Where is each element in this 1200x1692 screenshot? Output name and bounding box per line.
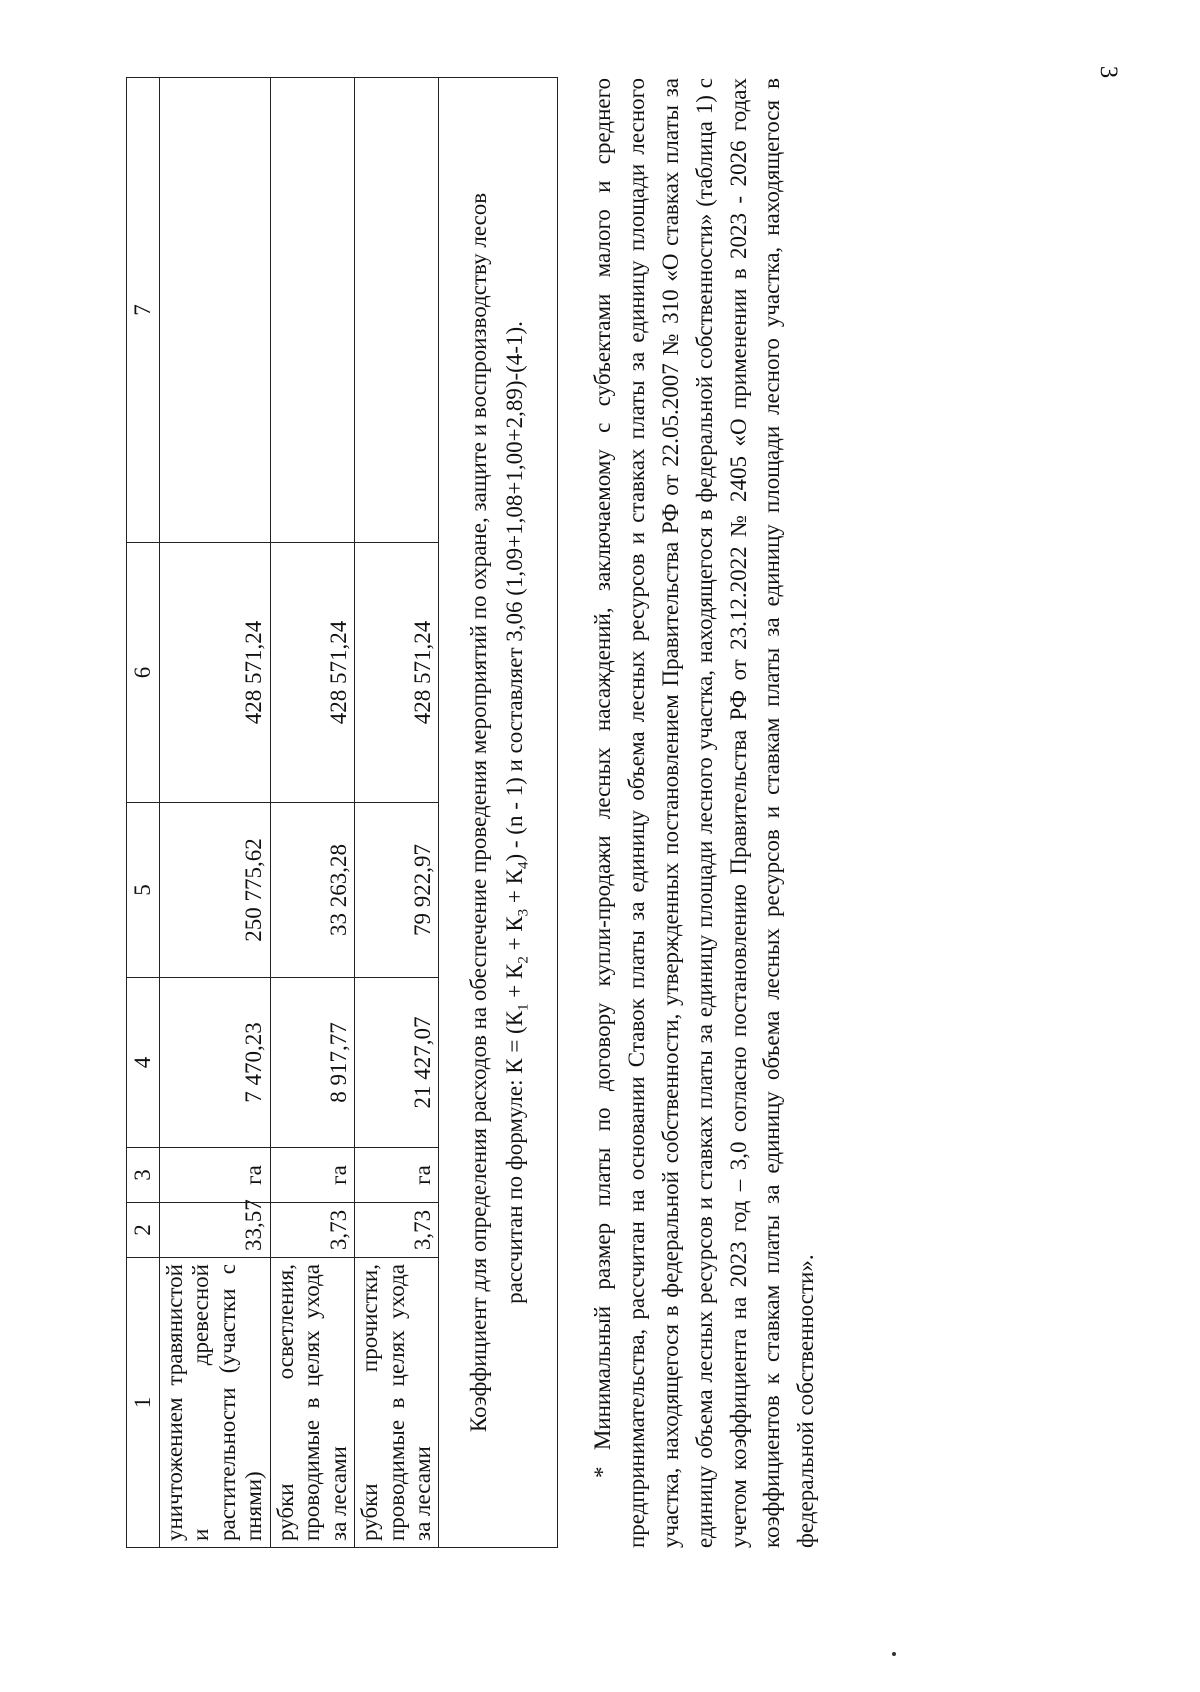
table-header-cell: 7 bbox=[127, 78, 160, 543]
work-type-cell: рубки прочистки, проводимые в целях ухода за лесами bbox=[355, 1258, 439, 1548]
value-cell bbox=[270, 78, 354, 543]
coefficient-cell bbox=[439, 78, 558, 1548]
rotated-content bbox=[126, 48, 1146, 1608]
table-header-cell: 5 bbox=[127, 803, 160, 978]
unit-cell: га bbox=[355, 1148, 439, 1203]
table-header-cell: 1 bbox=[127, 1258, 160, 1548]
work-type-cell: рубки осветления, проводимые в целях ухода за лесами bbox=[270, 1258, 354, 1548]
work-type-cell: уничтожением травянистой и древесной растительности (участки с пнями) bbox=[160, 1258, 271, 1548]
coefficient-formula: рассчитан по формуле: $К = (К_1 + К_2 + К_3 + К_4) - (n - 1)$ и составляет 3,06 (1,09+1,08+1,00+2,89)-(4-1). bbox=[501, 321, 532, 1304]
value-cell: 21 427,07 bbox=[355, 978, 439, 1148]
table-header-cell: 2 bbox=[127, 1203, 160, 1258]
footnote: * Минимальный размер платы по договору купли-продажи лесных насаждений, заключаемому с субъектами малого и среднего предпринимательства, рассчитан на основании Ставок платы за единицу объема лесных ресурсов и ставках платы за единицу площади лесного участка, находящегося в федеральной собственности, утвержденных постановлением Правительства РФ от 22.05.2007 № 310 «О ставках платы за единицу объема лесных ресурсов и ставках платы за единицу площади лесного участка, находящегося в федеральной собственности» (таблица 1) с учетом коэффициента на 2023 год – 3,0 согласно постановлению Правительства РФ от 23.12.2022 № 2405 «О применении в 2023 - 2026 годах коэффициентов к ставкам платы за единицу объема лесных ресурсов и ставкам платы за единицу площади лесного участка, находящегося в федеральной собственности». bbox=[590, 78, 819, 1548]
unit-cell: га bbox=[270, 1148, 354, 1203]
coefficient-text: Коэффициент для определения расходов на обеспечение проведения мероприятий по охране, защите и воспроизводству лесов bbox=[466, 192, 492, 1433]
table-row bbox=[160, 78, 271, 1548]
coefficient-row bbox=[439, 78, 558, 1548]
value-cell: 428 571,24 bbox=[160, 543, 271, 803]
table-header-cell: 6 bbox=[127, 543, 160, 803]
table-row bbox=[355, 78, 439, 1548]
page-number: 3 bbox=[1095, 65, 1122, 79]
value-cell: 33 263,28 bbox=[270, 803, 354, 978]
area-cell: 3,73 bbox=[355, 1203, 439, 1258]
unit-cell: га bbox=[160, 1148, 271, 1203]
table-header-cell: 3 bbox=[127, 1148, 160, 1203]
area-cell: 3,73 bbox=[270, 1203, 354, 1258]
value-cell: 428 571,24 bbox=[355, 543, 439, 803]
table-row bbox=[270, 78, 354, 1548]
table-header-cell: 4 bbox=[127, 978, 160, 1148]
value-cell: 79 922,97 bbox=[355, 803, 439, 978]
value-cell: 428 571,24 bbox=[270, 543, 354, 803]
table-header-row bbox=[127, 78, 160, 1548]
value-cell: 250 775,62 bbox=[160, 803, 271, 978]
value-cell bbox=[160, 78, 271, 543]
area-cell: 33,57 bbox=[160, 1203, 271, 1258]
forest-payment-table bbox=[126, 77, 558, 1548]
value-cell bbox=[355, 78, 439, 543]
value-cell: 8 917,77 bbox=[270, 978, 354, 1148]
scan-speck bbox=[892, 1652, 896, 1656]
value-cell: 7 470,23 bbox=[160, 978, 271, 1148]
